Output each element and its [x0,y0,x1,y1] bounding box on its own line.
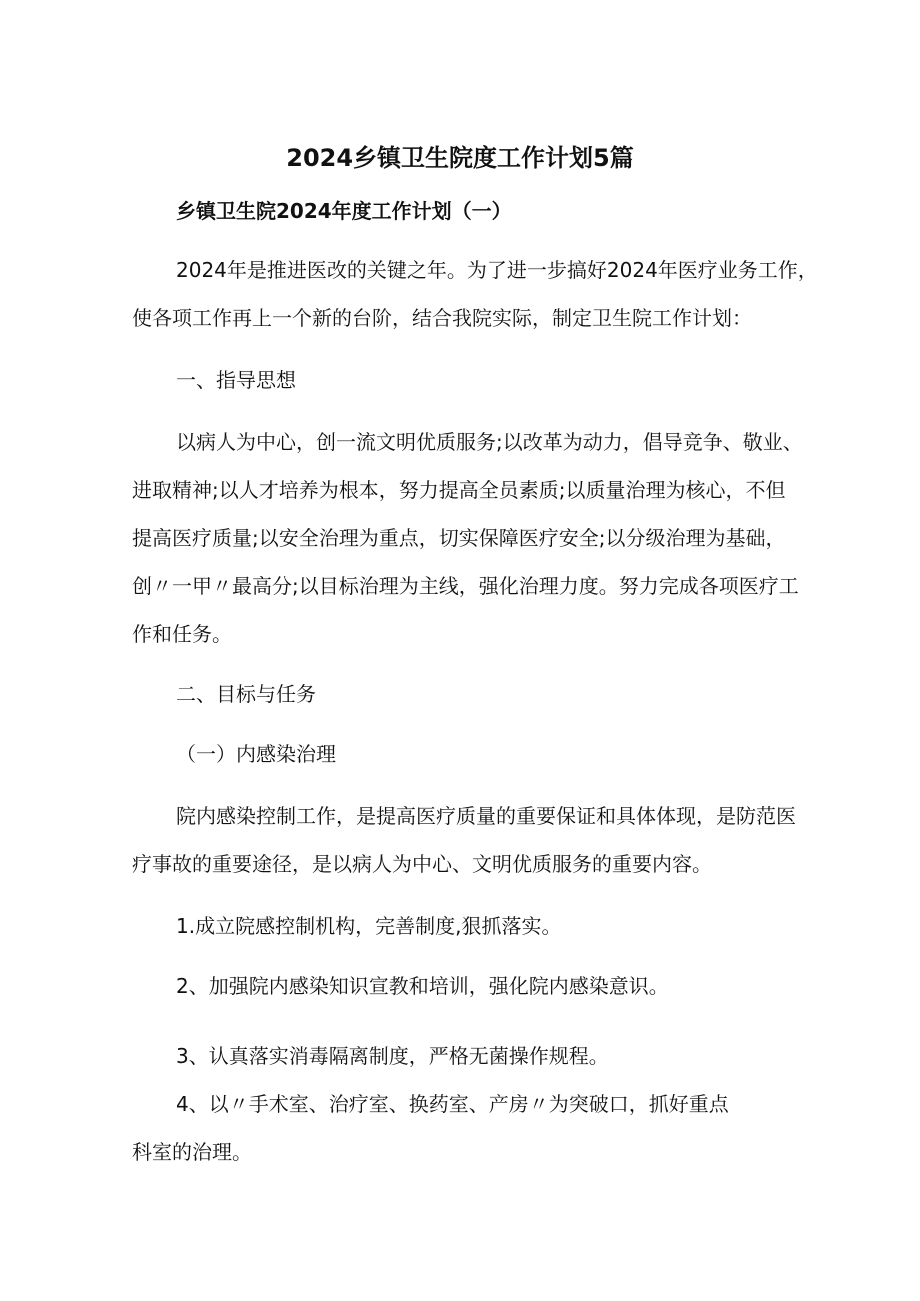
section-1-para-line: 进取精神;以人才培养为根本，努力提高全员素质;以质量治理为核心，不但 [132,478,786,502]
section-1-para-line: 提高医疗质量;以安全治理为重点，切实保障医疗安全;以分级治理为基础， [132,526,786,550]
intro-line-2: 使各项工作再上一个新的台阶，结合我院实际，制定卫生院工作计划： [132,306,752,330]
list-item-continuation: 科室的治理。 [132,1140,252,1164]
section-2-subheading: （一）内感染治理 [176,742,336,766]
section-2-para-line: 疗事故的重要途径，是以病人为中心、文明优质服务的重要内容。 [132,852,712,876]
list-item: 3、认真落实消毒隔离制度，严格无菌操作规程。 [176,1044,609,1068]
list-item: 4、以〃手术室、治疗室、换药室、产房〃为突破口，抓好重点 [176,1092,729,1116]
section-subtitle: 乡镇卫生院2024年度工作计划（一） [176,199,512,223]
intro-line-1: 2024年是推进医改的关键之年。为了进一步搞好2024年医疗业务工作， [176,258,818,282]
list-item: 2、加强院内感染知识宣教和培训，强化院内感染意识。 [176,974,669,998]
section-2-para-line: 院内感染控制工作，是提高医疗质量的重要保证和具体体现，是防范医 [176,804,796,828]
section-1-heading: 一、指导思想 [176,368,296,392]
section-1-para-line: 作和任务。 [132,622,232,646]
section-1-para-line: 以病人为中心，创一流文明优质服务;以改革为动力，倡导竞争、敬业、 [176,430,803,454]
section-1-para-line: 创〃一甲〃最高分;以目标治理为主线，强化治理力度。努力完成各项医疗工 [132,574,799,598]
list-item: 1.成立院感控制机构，完善制度,狠抓落实。 [176,914,562,938]
document-title: 2024乡镇卫生院度工作计划5篇 [286,144,634,172]
section-2-heading: 二、目标与任务 [176,682,316,706]
